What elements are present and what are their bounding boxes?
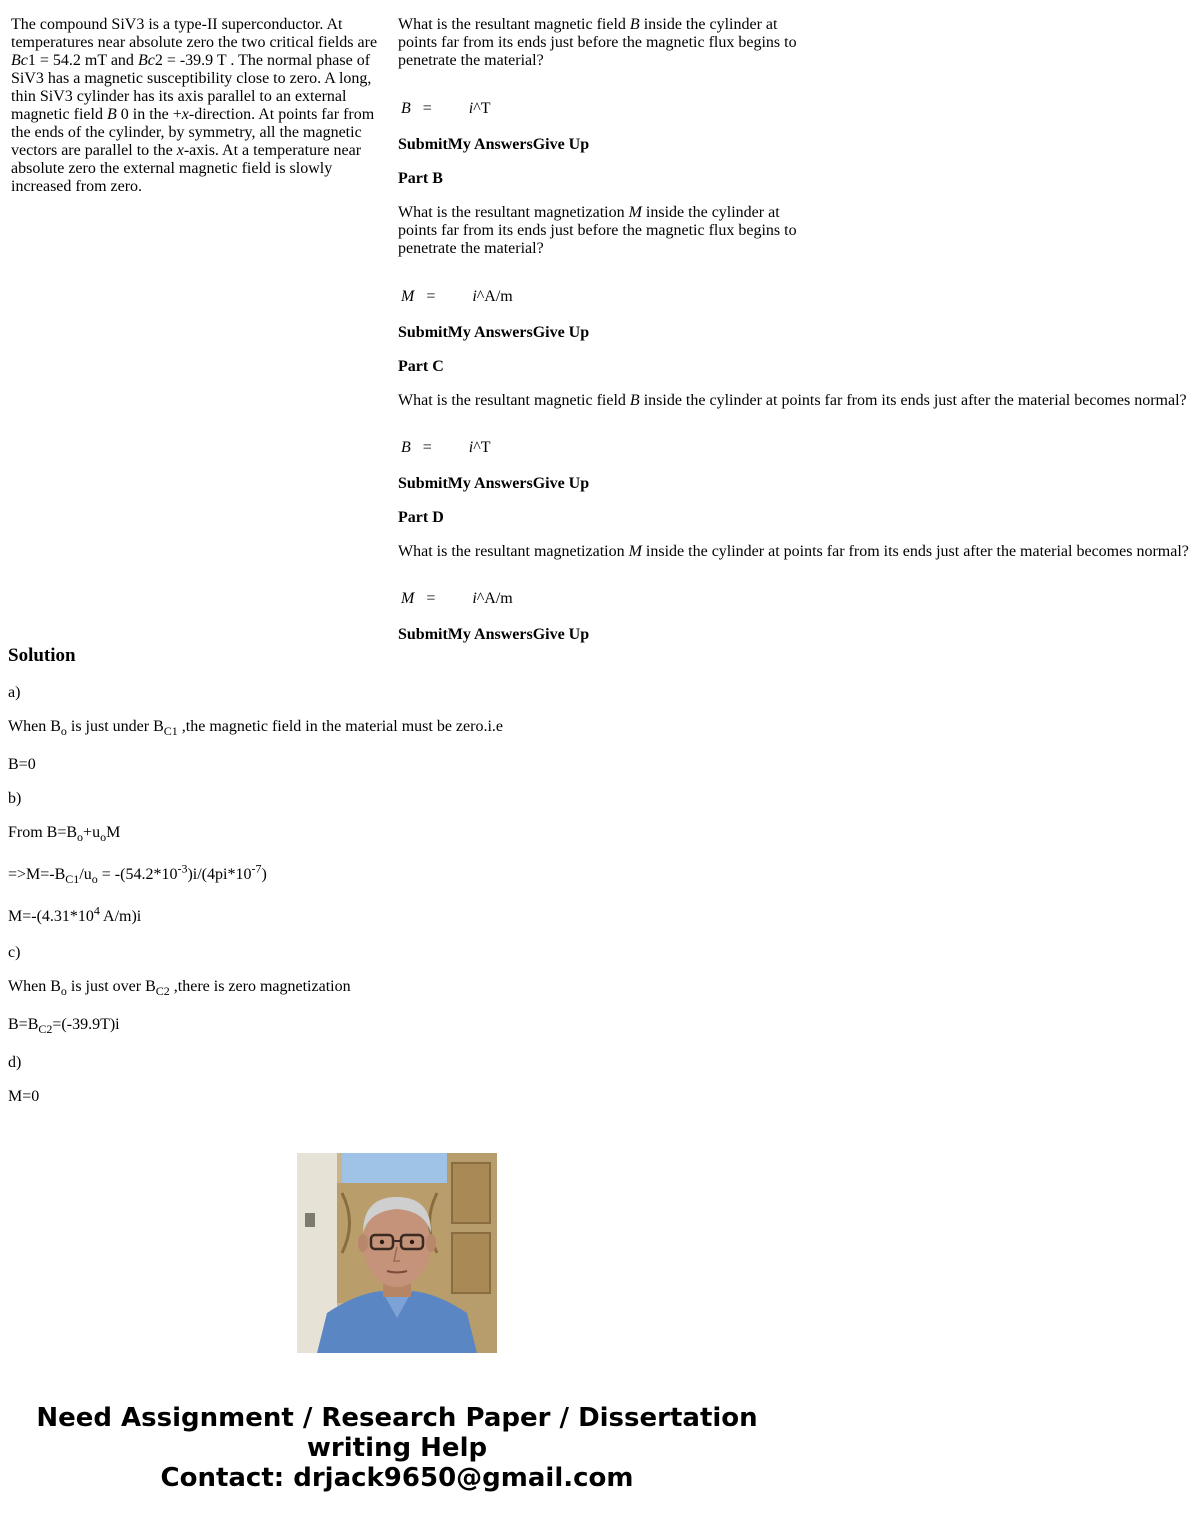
promo-line1: Need Assignment / Research Paper / Dissertation [36, 1403, 758, 1433]
part-d-answer-row [398, 590, 794, 608]
solution-d-line1: M=0 [8, 1088, 40, 1105]
question-parts [398, 16, 1189, 644]
part-c-answer-eq: = [422, 439, 432, 456]
solution-a-line2: B=0 [8, 756, 36, 773]
part-d-submit-button[interactable]: Submit [398, 626, 448, 643]
author-avatar [297, 1153, 497, 1353]
problem-statement: The compound SiV3 is a type-II superconductor. At temperatures near absolute zero the two critical fields are Bc1 = 54.2 mT and Bc2 = -39.9 T . The normal phase of SiV3 has a magnetic susceptibility close to zero. A long, thin SiV3 cylinder has its axis parallel to an external magnetic field B 0 in the +x-direction. At points far from the ends of the cylinder, by symmetry, all the magnetic vectors are parallel to the x-axis. At a temperature near absolute zero the external magnetic field is slowly increased from zero. [11, 16, 378, 195]
solution-b-label: b) [8, 790, 22, 807]
solution-c-line2: $B=B_{C2}=(-39.9T)i$ [8, 1016, 120, 1037]
part-c-answer-row [398, 439, 794, 457]
part-a-actions [398, 136, 794, 154]
part-b-answer-unit: i^A/m [472, 288, 513, 305]
part-c-answer-unit: i^T [468, 439, 491, 456]
part-c-title: Part C [398, 358, 444, 375]
part-b-answer-var: M [401, 288, 415, 305]
solution-a-line1: When $B_o$ is just under $B_{C1}$ ,the magnetic field in the material must be zero.i.e [8, 718, 503, 739]
part-a-answer-eq: = [422, 100, 432, 117]
promo-contact[interactable]: Contact: drjack9650@gmail.com [160, 1463, 634, 1493]
part-d-give-up-button[interactable]: Give Up [532, 626, 590, 643]
part-d-answer-eq: = [426, 590, 436, 607]
part-b-answer-row [398, 288, 794, 306]
part-d-my-answers-button[interactable]: My Answers [447, 626, 533, 643]
part-a-my-answers-button[interactable]: My Answers [447, 136, 533, 153]
part-d-answer-unit: i^A/m [472, 590, 513, 607]
part-a-give-up-button[interactable]: Give Up [532, 136, 590, 153]
promo-line2: writing Help [306, 1433, 488, 1463]
part-c-give-up-button[interactable]: Give Up [532, 475, 590, 492]
part-c-question: What is the resultant magnetic field B inside the cylinder at points far from its ends just after the material becomes normal? [398, 392, 1187, 409]
solution-b-line1: From $B=B_o+u_oM$ [8, 824, 121, 845]
promo-banner [0, 1403, 794, 1493]
part-d-question: What is the resultant magnetization M inside the cylinder at points far from its ends just after the material becomes normal? [398, 543, 1189, 560]
solution-c-line1: When $B_o$ is just over $B_{C2}$ ,there is zero magnetization [8, 978, 351, 999]
part-d-title: Part D [398, 509, 444, 526]
part-a-submit-button[interactable]: Submit [398, 136, 448, 153]
part-b-submit-button[interactable]: Submit [398, 324, 448, 341]
author-portrait-icon [297, 1153, 497, 1353]
part-c-actions [398, 475, 794, 493]
part-d-answer-var: M [401, 590, 415, 607]
solution-a-label: a) [8, 684, 21, 701]
part-a-question: What is the resultant magnetic field B inside the cylinder at points far from its ends just before the magnetic flux begins to penetrate the material? [398, 16, 797, 69]
part-b-give-up-button[interactable]: Give Up [532, 324, 590, 341]
part-a-answer-var: B [401, 100, 411, 117]
part-c-submit-button[interactable]: Submit [398, 475, 448, 492]
part-c-my-answers-button[interactable]: My Answers [447, 475, 533, 492]
part-c-answer-var: B [401, 439, 411, 456]
solution-d-label: d) [8, 1054, 22, 1071]
part-d-actions [398, 626, 794, 644]
part-b-title: Part B [398, 170, 443, 187]
part-b-answer-eq: = [426, 288, 436, 305]
solution-c-label: c) [8, 944, 21, 961]
solution-section [8, 644, 788, 1106]
solution-b-line3: $M=-(4.31*10^4$ A/m)i [8, 903, 142, 925]
solution-b-line2: $=>M=-B_{C1}/u_o = -(54.2*10^{-3})i/(4pi*10^{-7})$ [8, 861, 267, 887]
part-a-answer-row [398, 100, 794, 118]
part-a-answer-unit: i^T [468, 100, 491, 117]
part-b-my-answers-button[interactable]: My Answers [447, 324, 533, 341]
part-b-question: What is the resultant magnetization M inside the cylinder at points far from its ends just before the magnetic flux begins to penetrate the material? [398, 204, 797, 257]
part-b-actions [398, 324, 794, 342]
solution-heading: Solution [8, 645, 76, 666]
